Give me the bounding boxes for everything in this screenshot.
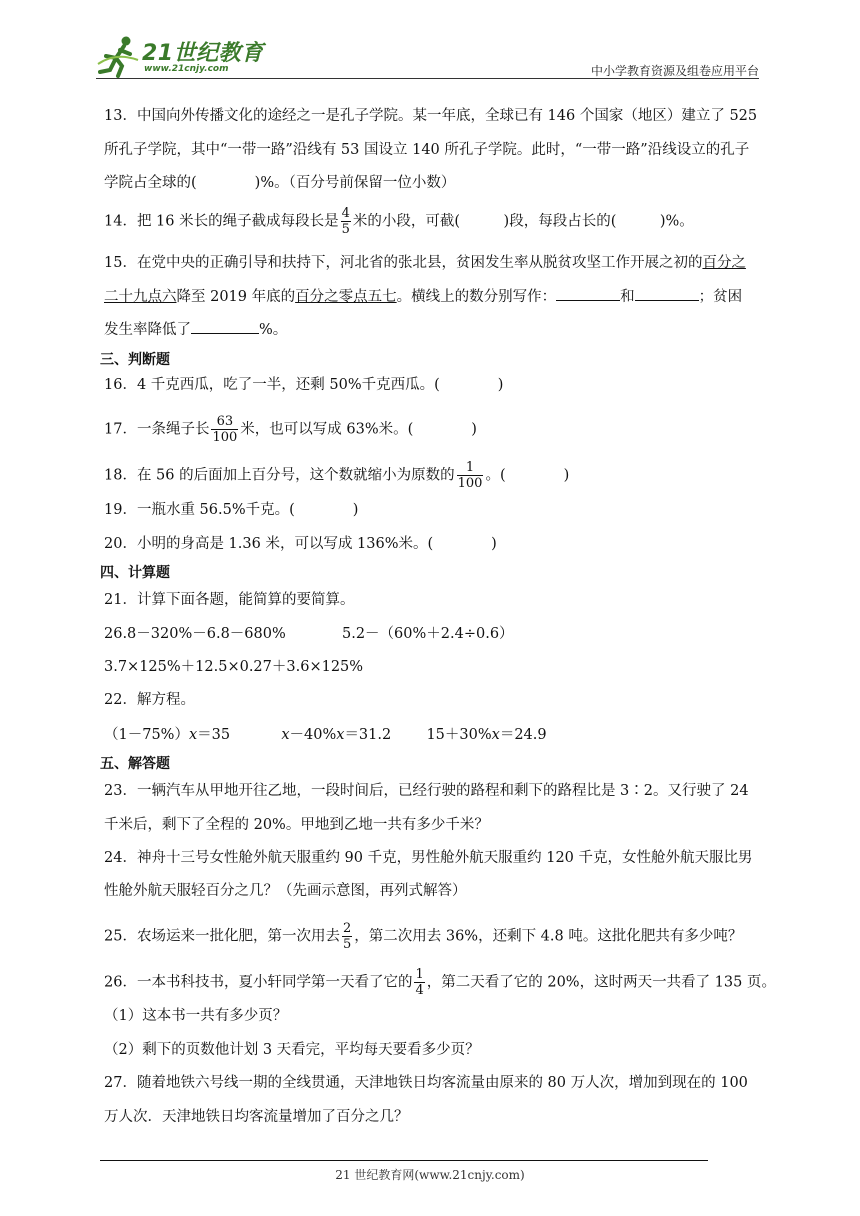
question-22-title: 22．解方程。 [104, 692, 195, 708]
question-21-title: 21．计算下面各题，能简算的要简算。 [104, 592, 355, 608]
site-logo[interactable] [96, 34, 266, 78]
question-14-text-a: 14．把 16 米长的绳子截成每段长是 [104, 213, 339, 230]
section-5-heading: 五、解答题 [100, 756, 170, 772]
answer-blank[interactable] [556, 286, 620, 301]
question-23-line-2: 千米后，剩下了全程的 20%。甲地到乙地一共有多少千米？ [104, 817, 489, 833]
header-divider [96, 78, 759, 79]
question-22-equations: （1－75%）x＝35 x－40%x＝31.2 15＋30%x＝24.9 [104, 727, 547, 743]
question-15-line-3: 发生率降低了 %。 [104, 319, 287, 340]
question-26-sub-1: （1）这本书一共有多少页？ [104, 1008, 288, 1024]
question-14-text-b: 米的小段，可截( )段，每段占长的( )%。 [352, 213, 694, 230]
footer-link[interactable]: 21 世纪教育网(www.21cnjy.com) [335, 1168, 525, 1182]
question-24-line-2: 性舱外航天服轻百分之几？（先画示意图，再列式解答） [104, 883, 467, 899]
fraction-63-100: $\frac{63}{100}$ [212, 414, 238, 445]
section-3-heading: 三、判断题 [100, 352, 170, 368]
question-15-line-2: 二十九点六降至 2019 年底的百分之零点五七。横线上的数分别写作： 和 ；贫困 [104, 286, 742, 307]
question-21-expr-1: 26.8－320%－6.8－680% [104, 626, 286, 642]
fraction-1-100: $\frac{1}{100}$ [457, 460, 483, 491]
question-25: 25．农场运来一批化肥，第一次用去 $\frac{2}{5}$ ，第二次用去 36%，还剩下 4.8 吨。这批化肥共有多少吨？ [104, 921, 743, 952]
question-13-line-1: 13．中国向外传播文化的途经之一是孔子学院。某一年底，全球已有 146 个国家（地区）建立了 525 [104, 108, 758, 124]
platform-name: 中小学教育资源及组卷应用平台 [590, 64, 759, 78]
fraction-4-5: $\frac{4}{5}$ [341, 206, 350, 237]
question-24-line-1: 24．神舟十三号女性舱外航天服重约 90 千克，男性舱外航天服重约 120 千克，女性舱外航天服比男 [104, 850, 753, 866]
logo-url-text: www.21cnjy.com [144, 64, 229, 74]
question-26: 26．一本书科技书，夏小轩同学第一天看了它的 $\frac{1}{4}$ ，第二天看了它的 20%，这时两天一共看了 135 页。 [104, 967, 776, 998]
runner-logo-icon [96, 34, 140, 78]
answer-blank[interactable] [191, 319, 259, 334]
question-23-line-1: 23．一辆汽车从甲地开往乙地，一段时间后，已经行驶的路程和剩下的路程比是 3∶2。又行驶了 24 [104, 783, 749, 799]
question-21-expr-3: 3.7×125%＋12.5×0.27＋3.6×125% [104, 659, 364, 675]
question-15-line-1: 15．在党中央的正确引导和扶持下，河北省的张北县，贫困发生率从脱贫攻坚工作开展之初的百分之 [104, 255, 746, 271]
section-4-heading: 四、计算题 [100, 565, 170, 581]
question-13-line-2: 所孔子学院，其中“一带一路”沿线有 53 国设立 140 所孔子学院。此时，“一带一路”沿线设立的孔子 [104, 142, 750, 158]
question-21-expr-2: 5.2－（60%＋2.4÷0.6） [342, 626, 514, 642]
question-27-line-1: 27．随着地铁六号线一期的全线贯通，天津地铁日均客流量由原来的 80 万人次，增加到现在的 100 [104, 1075, 748, 1091]
question-27-line-2: 万人次．天津地铁日均客流量增加了百分之几？ [104, 1109, 409, 1125]
question-19: 19．一瓶水重 56.5%千克。( ) [104, 502, 359, 518]
question-20: 20．小明的身高是 1.36 米，可以写成 136%米。( ) [104, 536, 497, 552]
question-14 [104, 206, 694, 237]
question-18: 18．在 56 的后面加上百分号，这个数就缩小为原数的 $\frac{1}{100}$ 。( ) [104, 460, 570, 491]
footer-divider [100, 1160, 708, 1161]
question-26-sub-2: （2）剩下的页数他计划 3 天看完，平均每天要看多少页？ [104, 1042, 480, 1058]
logo-brand-text: 21世纪教育 [142, 41, 264, 66]
fraction-1-4: $\frac{1}{4}$ [415, 967, 424, 998]
fraction-2-5: $\frac{2}{5}$ [342, 921, 352, 952]
answer-blank[interactable] [635, 286, 699, 301]
question-17: 17．一条绳子长 $\frac{63}{100}$ 米，也可以写成 63%米。( ) [104, 414, 477, 445]
question-13-line-3: 学院占全球的( )%。（百分号前保留一位小数） [104, 175, 456, 191]
question-16: 16．4 千克西瓜，吃了一半，还剩 50%千克西瓜。( ) [104, 377, 504, 393]
